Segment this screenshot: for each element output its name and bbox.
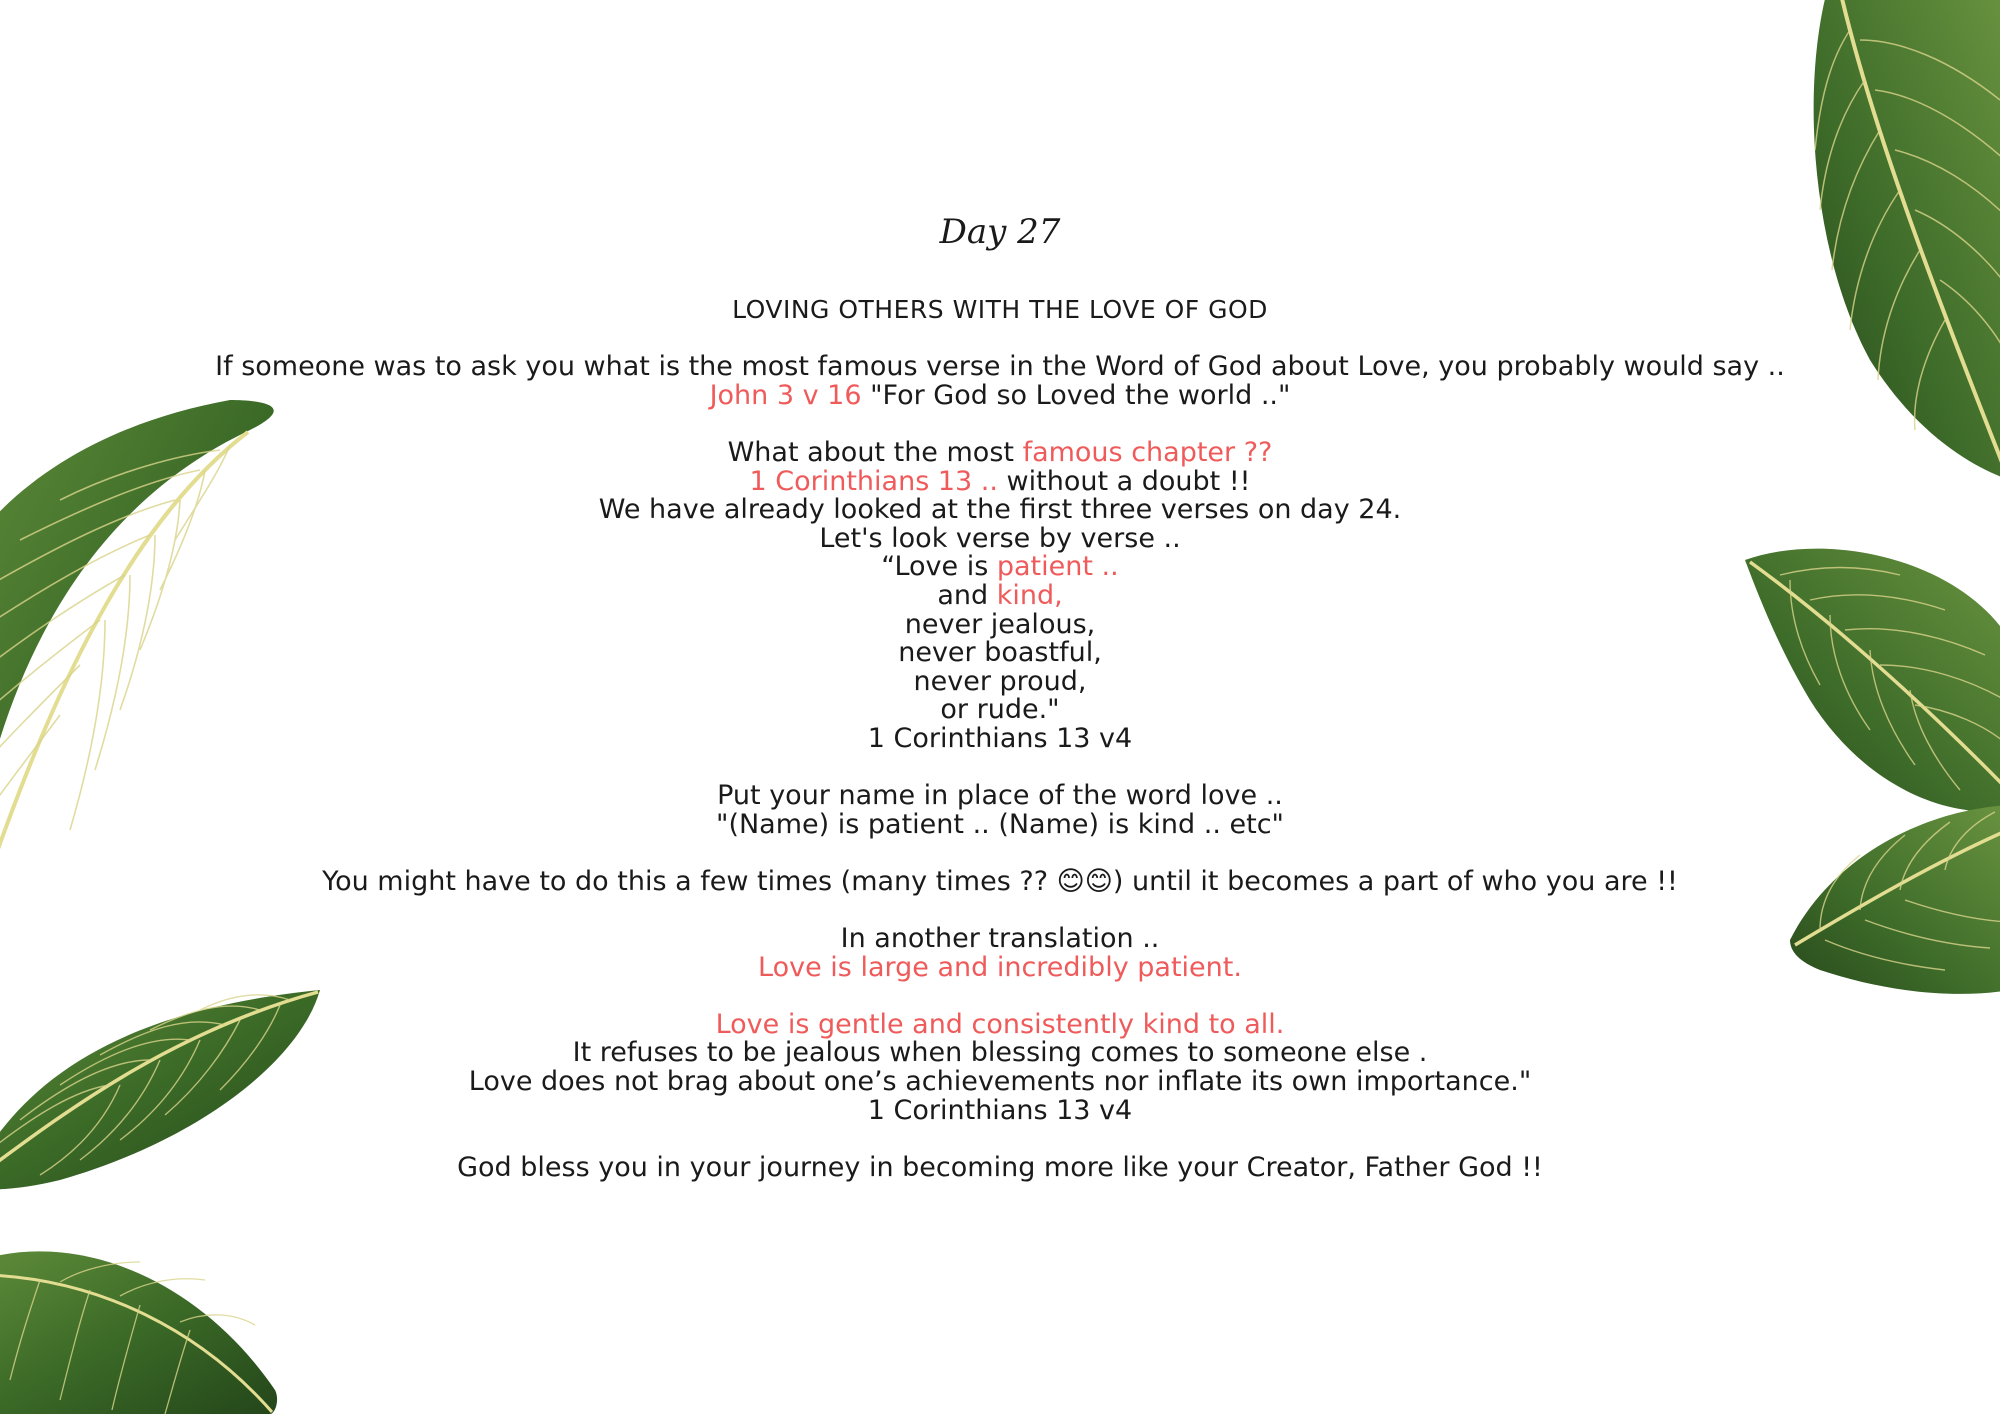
leaf-bottom-left-icon [0, 1251, 277, 1414]
never-boastful-line: never boastful, [898, 637, 1102, 669]
spacer [0, 325, 2000, 354]
put-your-name-line: Put your name in place of the word love .. [717, 780, 1283, 812]
verse-reference: 1 Corinthians 13 v4 [867, 722, 1133, 754]
love-is-text: “Love is [881, 551, 997, 583]
day-title: Day 27 [939, 212, 1061, 252]
love-is-large-line: Love is large and incredibly patient. [758, 951, 1242, 983]
another-translation-line: In another translation .. [840, 923, 1160, 955]
does-not-brag-line: Love does not brag about one’s achievements nor inflate its own importance." [468, 1066, 1532, 1098]
name-example-line: "(Name) is patient .. (Name) is kind .. etc" [716, 808, 1284, 840]
spacer [0, 754, 2000, 783]
refuses-jealous-line: It refuses to be jealous when blessing comes to someone else . [572, 1037, 1428, 1069]
and-text: and [937, 579, 997, 611]
kind-highlight: kind, [996, 579, 1063, 611]
spacer [0, 982, 2000, 1011]
already-looked-line: We have already looked at the first three verses on day 24. [598, 494, 1402, 526]
corinthians-reference: 1 Corinthians 13 .. [749, 465, 998, 497]
spacer [0, 896, 2000, 925]
corinthians-line [0, 465, 2000, 497]
or-rude-line: or rude." [940, 694, 1060, 726]
repeat-line: You might have to do this a few times (many times ?? 😊😊) until it becomes a part of who you are !! [322, 865, 1678, 897]
page-heading: LOVING OTHERS WITH THE LOVE OF GOD [732, 295, 1268, 324]
john-reference: John 3 v 16 [709, 379, 862, 411]
never-proud-line: never proud, [913, 665, 1087, 697]
translation-reference: 1 Corinthians 13 v4 [867, 1094, 1133, 1126]
spacer [0, 1125, 2000, 1154]
spacer [0, 410, 2000, 439]
spacer [0, 839, 2000, 868]
love-is-gentle-line: Love is gentle and consistently kind to all. [715, 1008, 1285, 1040]
closing-blessing: God bless you in your journey in becoming more like your Creator, Father God !! [457, 1151, 1543, 1183]
intro-line: If someone was to ask you what is the most famous verse in the Word of God about Love, you probably would say .. [215, 351, 1785, 383]
verse-by-verse-line: Let's look verse by verse .. [819, 522, 1181, 554]
famous-chapter-highlight: famous chapter ?? [1022, 436, 1273, 468]
john-quote: "For God so Loved the world .." [861, 379, 1291, 411]
and-kind-line [0, 579, 2000, 611]
devotional-content [0, 210, 2000, 1182]
patient-highlight: patient .. [996, 551, 1119, 583]
without-doubt: without a doubt !! [997, 465, 1251, 497]
never-jealous-line: never jealous, [904, 608, 1096, 640]
john-reference-line [0, 379, 2000, 411]
famous-chapter-pre: What about the most [727, 436, 1023, 468]
love-is-patient-line [0, 553, 2000, 582]
famous-chapter-line [0, 436, 2000, 468]
